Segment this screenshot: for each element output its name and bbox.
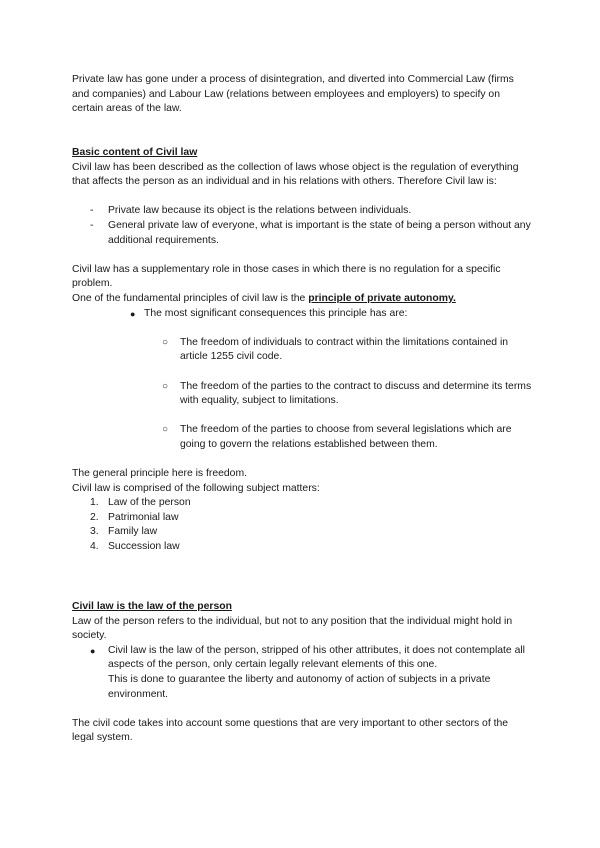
section-heading: Civil law is the law of the person	[72, 601, 232, 612]
section-basic-content	[72, 146, 532, 555]
list-item: 4. Succession law	[90, 541, 180, 553]
sub-bullet-item: ○ The freedom of the parties to choose from several legislations which are going to govern the relations established between them.	[162, 424, 512, 450]
list-item: 3. Family law	[90, 526, 158, 538]
section-law-of-person	[72, 600, 532, 746]
list-item: - General private law of everyone, what is important is the state of being a person without any additional requirements.	[90, 219, 531, 246]
paragraph: Law of the person refers to the individual, but not to any position that the individual might hold in society.	[72, 615, 513, 642]
section-heading: Basic content of Civil law	[72, 147, 198, 158]
paragraph: Civil law has been described as the collection of laws whose object is the regulation of everything that affects the person as an individual and in his relations with others. Therefore Civil law is:	[72, 161, 519, 188]
paragraph: The general principle here is freedom.	[72, 468, 248, 480]
paragraph: One of the fundamental principles of civil law is the principle of private autonomy.	[72, 292, 456, 304]
dash-list	[72, 204, 532, 248]
circle-bullet-icon: ○	[162, 424, 169, 436]
paragraph: Civil law is comprised of the following subject matters:	[72, 482, 320, 494]
list-item: 1. Law of the person	[90, 497, 191, 509]
emphasis-text: principle of private autonomy.	[308, 292, 456, 304]
paragraph: Civil law has a supplementary role in those cases in which there is no regulation for a specific problem.	[72, 263, 501, 290]
sub-bullet-item: ○ The freedom of the parties to the contract to discuss and determine its terms with equality, subject to limitations.	[162, 380, 532, 407]
paragraph: The civil code takes into account some questions that are very important to other sectors of the legal system.	[72, 717, 509, 744]
bullet-item: ● Civil law is the law of the person, stripped of his other attributes, it does not contemplate all aspects of the person, only certain legally relevant elements of this one. This is done to guarantee the liberty and autonomy of action of subjects in a private environment.	[90, 644, 525, 700]
bullet-icon: ●	[90, 645, 96, 656]
numbered-list	[72, 496, 532, 554]
bullet-icon: ●	[130, 308, 136, 319]
circle-bullet-icon: ○	[162, 380, 169, 392]
sub-bullet-item: ○ The freedom of individuals to contract within the limitations contained in article 1255 civil code.	[162, 336, 509, 363]
bullet-item: ● The most significant consequences this principle has are:	[72, 307, 532, 322]
intro-paragraph: Private law has gone under a process of disintegration, and diverted into Commercial Law (firms and companies) and Labour Law (relations between employees and employers) to specify on certain areas of the law.	[72, 74, 514, 115]
list-item: 2. Patrimonial law	[90, 511, 179, 523]
circle-bullet-icon: ○	[162, 336, 169, 348]
list-item: - Private law because its object is the relations between individuals.	[90, 205, 412, 217]
